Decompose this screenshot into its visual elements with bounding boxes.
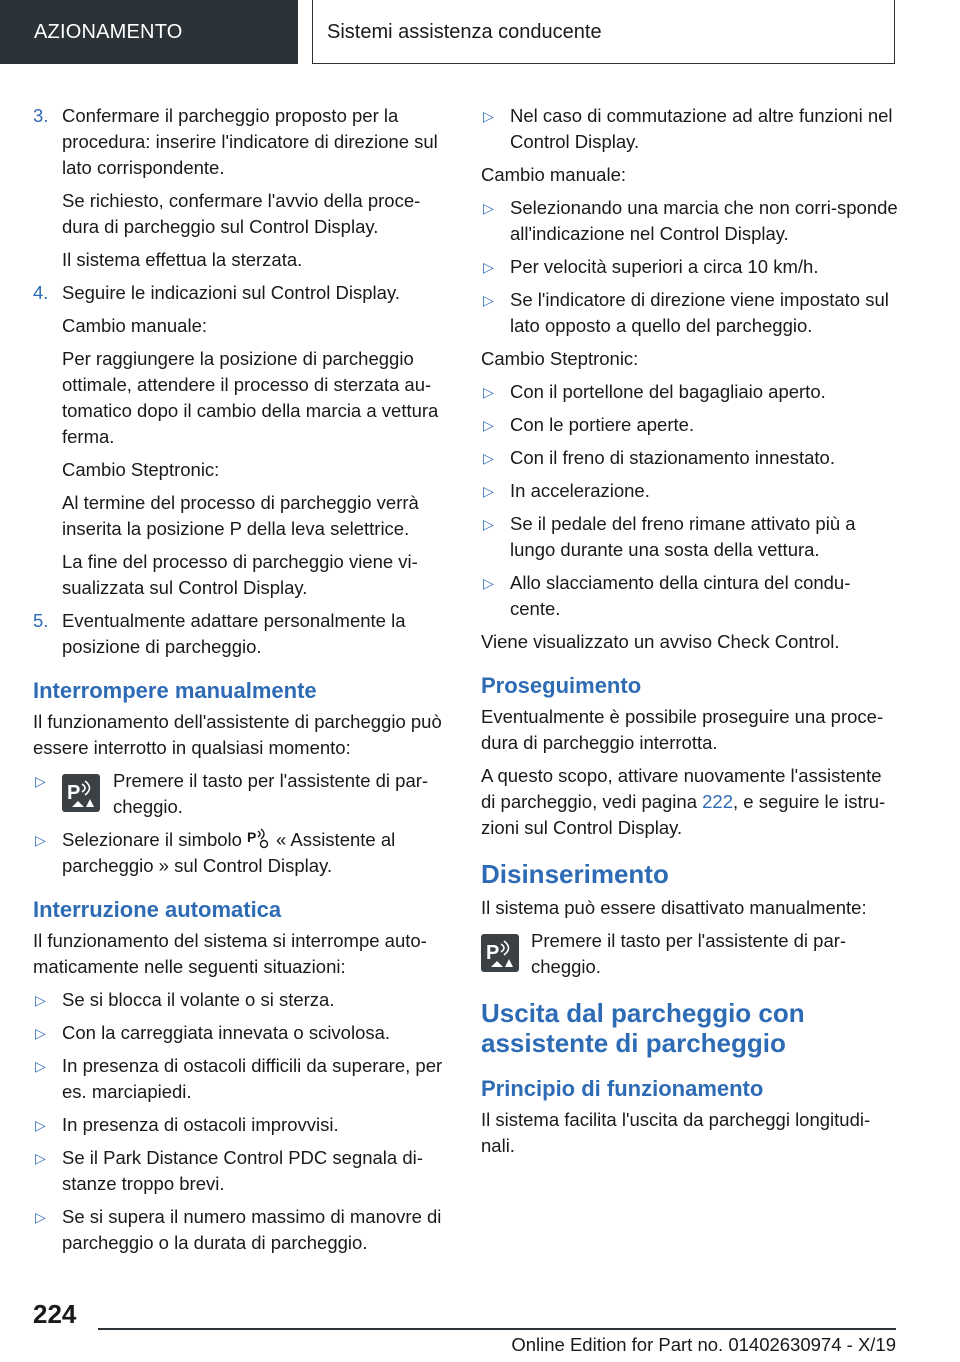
park-assist-symbol-icon: [246, 827, 272, 849]
list-item: [481, 478, 899, 504]
step-note: Il sistema effettua la sterzata.: [62, 249, 303, 270]
list-item: [33, 768, 451, 820]
list-item-text: Con il freno di stazionamento innestato.: [510, 447, 835, 468]
heading-continue: Proseguimento: [481, 673, 642, 698]
page-number: 224: [33, 1299, 77, 1329]
inline-text: , e seguire le istru-zioni sul Control Display.: [481, 791, 886, 838]
step-text: Seguire le indicazioni sul Control Display.: [62, 282, 400, 303]
list-item: [481, 195, 899, 247]
list-item: [481, 412, 899, 438]
step-5: [33, 608, 451, 660]
svg-text:P: P: [486, 942, 500, 964]
page-link[interactable]: 222: [702, 791, 734, 812]
steptronic-label: Cambio Steptronic:: [481, 348, 639, 369]
step-note: Al termine del processo di parcheggio verrà inserita la posizione P della leva selettrice.: [62, 492, 419, 539]
list-item-text: Premere il tasto per l'assistente di par-cheggio.: [113, 770, 429, 817]
triangle-bullet-icon: ▷: [483, 483, 494, 499]
triangle-bullet-icon: ▷: [483, 450, 494, 466]
manual-gearbox-label: Cambio manuale:: [481, 164, 626, 185]
triangle-bullet-icon: ▷: [35, 1058, 46, 1074]
step-note: Cambio Steptronic:: [62, 459, 220, 480]
list-item: [33, 1020, 451, 1046]
list-item: [33, 1204, 451, 1256]
triangle-bullet-icon: ▷: [35, 1117, 46, 1133]
triangle-bullet-icon: ▷: [483, 417, 494, 433]
triangle-bullet-icon: ▷: [483, 200, 494, 216]
step-text: Confermare il parcheggio proposto per la procedura: inserire l'indicatore di direzione sul lato corrispondente.: [62, 105, 438, 178]
subheading-function-principle: Principio di funzionamento: [481, 1076, 764, 1101]
list-item-text: Premere il tasto per l'assistente di par-cheggio.: [531, 930, 847, 977]
step-4: [33, 280, 451, 306]
left-column: [33, 103, 451, 1263]
list-item-text: Con la carreggiata innevata o scivolosa.: [62, 1022, 391, 1043]
triangle-bullet-icon: ▷: [483, 384, 494, 400]
footer-edition: Online Edition for Part no. 01402630974 - X/19: [511, 1334, 896, 1355]
triangle-bullet-icon: ▷: [483, 292, 494, 308]
step-note: La fine del processo di parcheggio viene vi-sualizzata sul Control Display.: [62, 551, 418, 598]
heading-exit-assist: Uscita dal parcheggio con assistente di parcheggio: [481, 998, 805, 1058]
list-item: [33, 1145, 451, 1197]
list-item-text: Se il pedale del freno rimane attivato più a lungo durante una sosta della vettura.: [510, 513, 856, 560]
step-note: Per raggiungere la posizione di parcheggio ottimale, attendere il processo di sterzata au-tomatico dopo il cambio della marcia a vettura ferma.: [62, 348, 439, 447]
triangle-bullet-icon: ▷: [35, 992, 46, 1008]
list-item-text: Se l'indicatore di direzione viene impostato sul lato opposto a quello del parcheggio.: [510, 289, 889, 336]
heading-auto-interrupt: Interruzione automatica: [33, 897, 282, 922]
list-item-text: Nel caso di commutazione ad altre funzioni nel Control Display.: [510, 105, 893, 152]
list-item: [481, 511, 899, 563]
triangle-bullet-icon: ▷: [483, 108, 494, 124]
list-item: [481, 103, 899, 155]
triangle-bullet-icon: ▷: [35, 1025, 46, 1041]
list-item: [33, 987, 451, 1013]
inline-text: Selezionare il simbolo: [62, 829, 242, 850]
list-item-text: Con il portellone del bagagliaio aperto.: [510, 381, 826, 402]
park-assist-button-icon: [481, 934, 519, 972]
heading-manual-interrupt: Interrompere manualmente: [33, 678, 317, 703]
list-item-text: Con le portiere aperte.: [510, 414, 695, 435]
list-item-text: [62, 827, 451, 879]
list-item-text: Se si blocca il volante o si sterza.: [62, 989, 335, 1010]
step-note: Se richiesto, confermare l'avvio della proce-dura di parcheggio sul Control Display.: [62, 190, 421, 237]
step-number: 3.: [33, 105, 49, 126]
list-item-text: In presenza di ostacoli difficili da superare, per es. marciapiedi.: [62, 1055, 443, 1102]
park-assist-button-icon: [62, 774, 100, 812]
list-item: [481, 928, 899, 980]
list-item: [481, 254, 899, 280]
list-item-text: Per velocità superiori a circa 10 km/h.: [510, 256, 819, 277]
triangle-bullet-icon: ▷: [35, 1150, 46, 1166]
step-number: 4.: [33, 282, 49, 303]
triangle-bullet-icon: ▷: [35, 773, 46, 789]
list-item-text: Selezionando una marcia che non corri-sponde all'indicazione nel Control Display.: [510, 197, 898, 244]
right-column: [481, 103, 899, 1166]
list-item-text: Se si supera il numero massimo di manovre di parcheggio o la durata di parcheggio.: [62, 1206, 442, 1253]
step-3: [33, 103, 451, 181]
disable-intro: Il sistema può essere disattivato manualmente:: [481, 897, 867, 918]
list-item: [481, 379, 899, 405]
list-item: [33, 1053, 451, 1105]
step-text: Eventualmente adattare personalmente la posizione di parcheggio.: [62, 610, 406, 657]
check-control-note: Viene visualizzato un avviso Check Control.: [481, 631, 840, 652]
triangle-bullet-icon: ▷: [35, 832, 46, 848]
manual-intro: Il funzionamento dell'assistente di parcheggio può essere interrotto in qualsiasi momento:: [33, 711, 442, 758]
list-item: [481, 287, 899, 339]
list-item: [33, 827, 451, 879]
footer-divider: [98, 1328, 896, 1330]
continue-text: Eventualmente è possibile proseguire una proce-dura di parcheggio interrotta.: [481, 706, 884, 753]
step-number: 5.: [33, 610, 49, 631]
triangle-bullet-icon: ▷: [483, 259, 494, 275]
header-section-tab: AZIONAMENTO: [0, 0, 298, 64]
inline-text: « Assistente al parcheggio » sul Control Display.: [62, 829, 396, 876]
svg-text:P: P: [67, 782, 81, 804]
inline-text: A questo scopo, attivare nuovamente l'assistente di parcheggio, vedi pagina: [481, 765, 882, 812]
heading-disable: Disinserimento: [481, 859, 669, 889]
list-item: [481, 445, 899, 471]
auto-intro: Il funzionamento del sistema si interrompe auto-maticamente nelle seguenti situazioni:: [33, 930, 427, 977]
triangle-bullet-icon: ▷: [483, 575, 494, 591]
triangle-bullet-icon: ▷: [35, 1209, 46, 1225]
list-item: [33, 1112, 451, 1138]
list-item: [481, 570, 899, 622]
svg-text:P: P: [246, 829, 257, 845]
list-item-text: Se il Park Distance Control PDC segnala di-stanze troppo brevi.: [62, 1147, 423, 1194]
list-item-text: In presenza di ostacoli improvvisi.: [62, 1114, 339, 1135]
continue-reference: [481, 763, 899, 841]
header-chapter-title: Sistemi assistenza conducente: [312, 0, 895, 64]
list-item-text: Allo slacciamento della cintura del condu-cente.: [510, 572, 851, 619]
exit-text: Il sistema facilita l'uscita da parcheggi longitudi-nali.: [481, 1109, 871, 1156]
list-item-text: In accelerazione.: [510, 480, 650, 501]
step-note: Cambio manuale:: [62, 315, 207, 336]
triangle-bullet-icon: ▷: [483, 516, 494, 532]
